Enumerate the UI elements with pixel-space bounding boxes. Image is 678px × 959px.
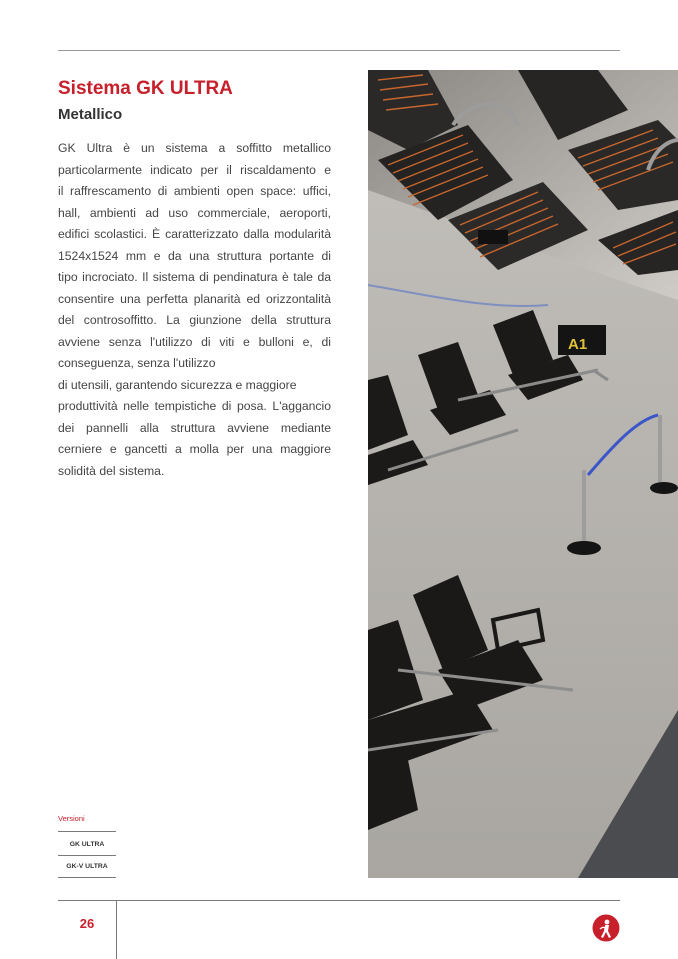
versions-divider [58, 877, 116, 878]
description-line: cerniere e gancetti a molla per una maggiore [58, 442, 331, 456]
top-divider [58, 50, 620, 51]
description-line: avviene senza l'utilizzo di viti e bulloni e, di [58, 334, 331, 349]
description-line: particolarmente indicato per il riscaldamento e [58, 162, 331, 177]
product-photo [368, 70, 678, 878]
gate-sign-text: A1 [568, 336, 588, 353]
description-line: edifici scolastici. È caratterizzato dalla modularità [58, 227, 331, 241]
description-paragraph [58, 138, 331, 482]
description-line: produttività nelle tempistiche di posa. L'aggancio [58, 399, 331, 413]
description-line: hall, ambienti ad uso commerciale, aeroporti, [58, 205, 331, 220]
version-item[interactable]: GK ULTRA [69, 841, 105, 848]
page-title: Sistema GK ULTRA [58, 78, 233, 99]
page-subtitle: Metallico [58, 106, 123, 123]
versions-divider [58, 855, 116, 856]
description-line: conseguenza, senza l'utilizzo [58, 356, 216, 370]
footer-divider [58, 900, 620, 901]
page-number: 26 [79, 916, 95, 931]
description-line: di utensili, garantendo sicurezza e maggiore [58, 377, 297, 392]
description-line: il raffrescamento di ambienti open space: uffici, [58, 184, 331, 198]
description-line: del controsoffitto. La giunzione della struttura [58, 313, 331, 327]
description-line: tipo incrociato. Il sistema di pendinatura è tale da [58, 270, 331, 284]
description-line: 1524x1524 mm e da una struttura portante di [58, 248, 331, 263]
description-line: dei pannelli alla struttura avviene mediante [58, 420, 331, 435]
brand-logo-icon [592, 914, 620, 942]
versions-label: Versioni [58, 814, 85, 823]
version-item[interactable]: GK-V ULTRA [66, 863, 108, 870]
description-line: consentire una perfetta planarità ed orizzontalità [58, 291, 331, 306]
versions-divider [58, 831, 116, 832]
footer-vertical-divider [116, 900, 117, 959]
description-line: solidità del sistema. [58, 463, 165, 478]
description-line: GK Ultra è un sistema a soffitto metallico [58, 141, 331, 155]
